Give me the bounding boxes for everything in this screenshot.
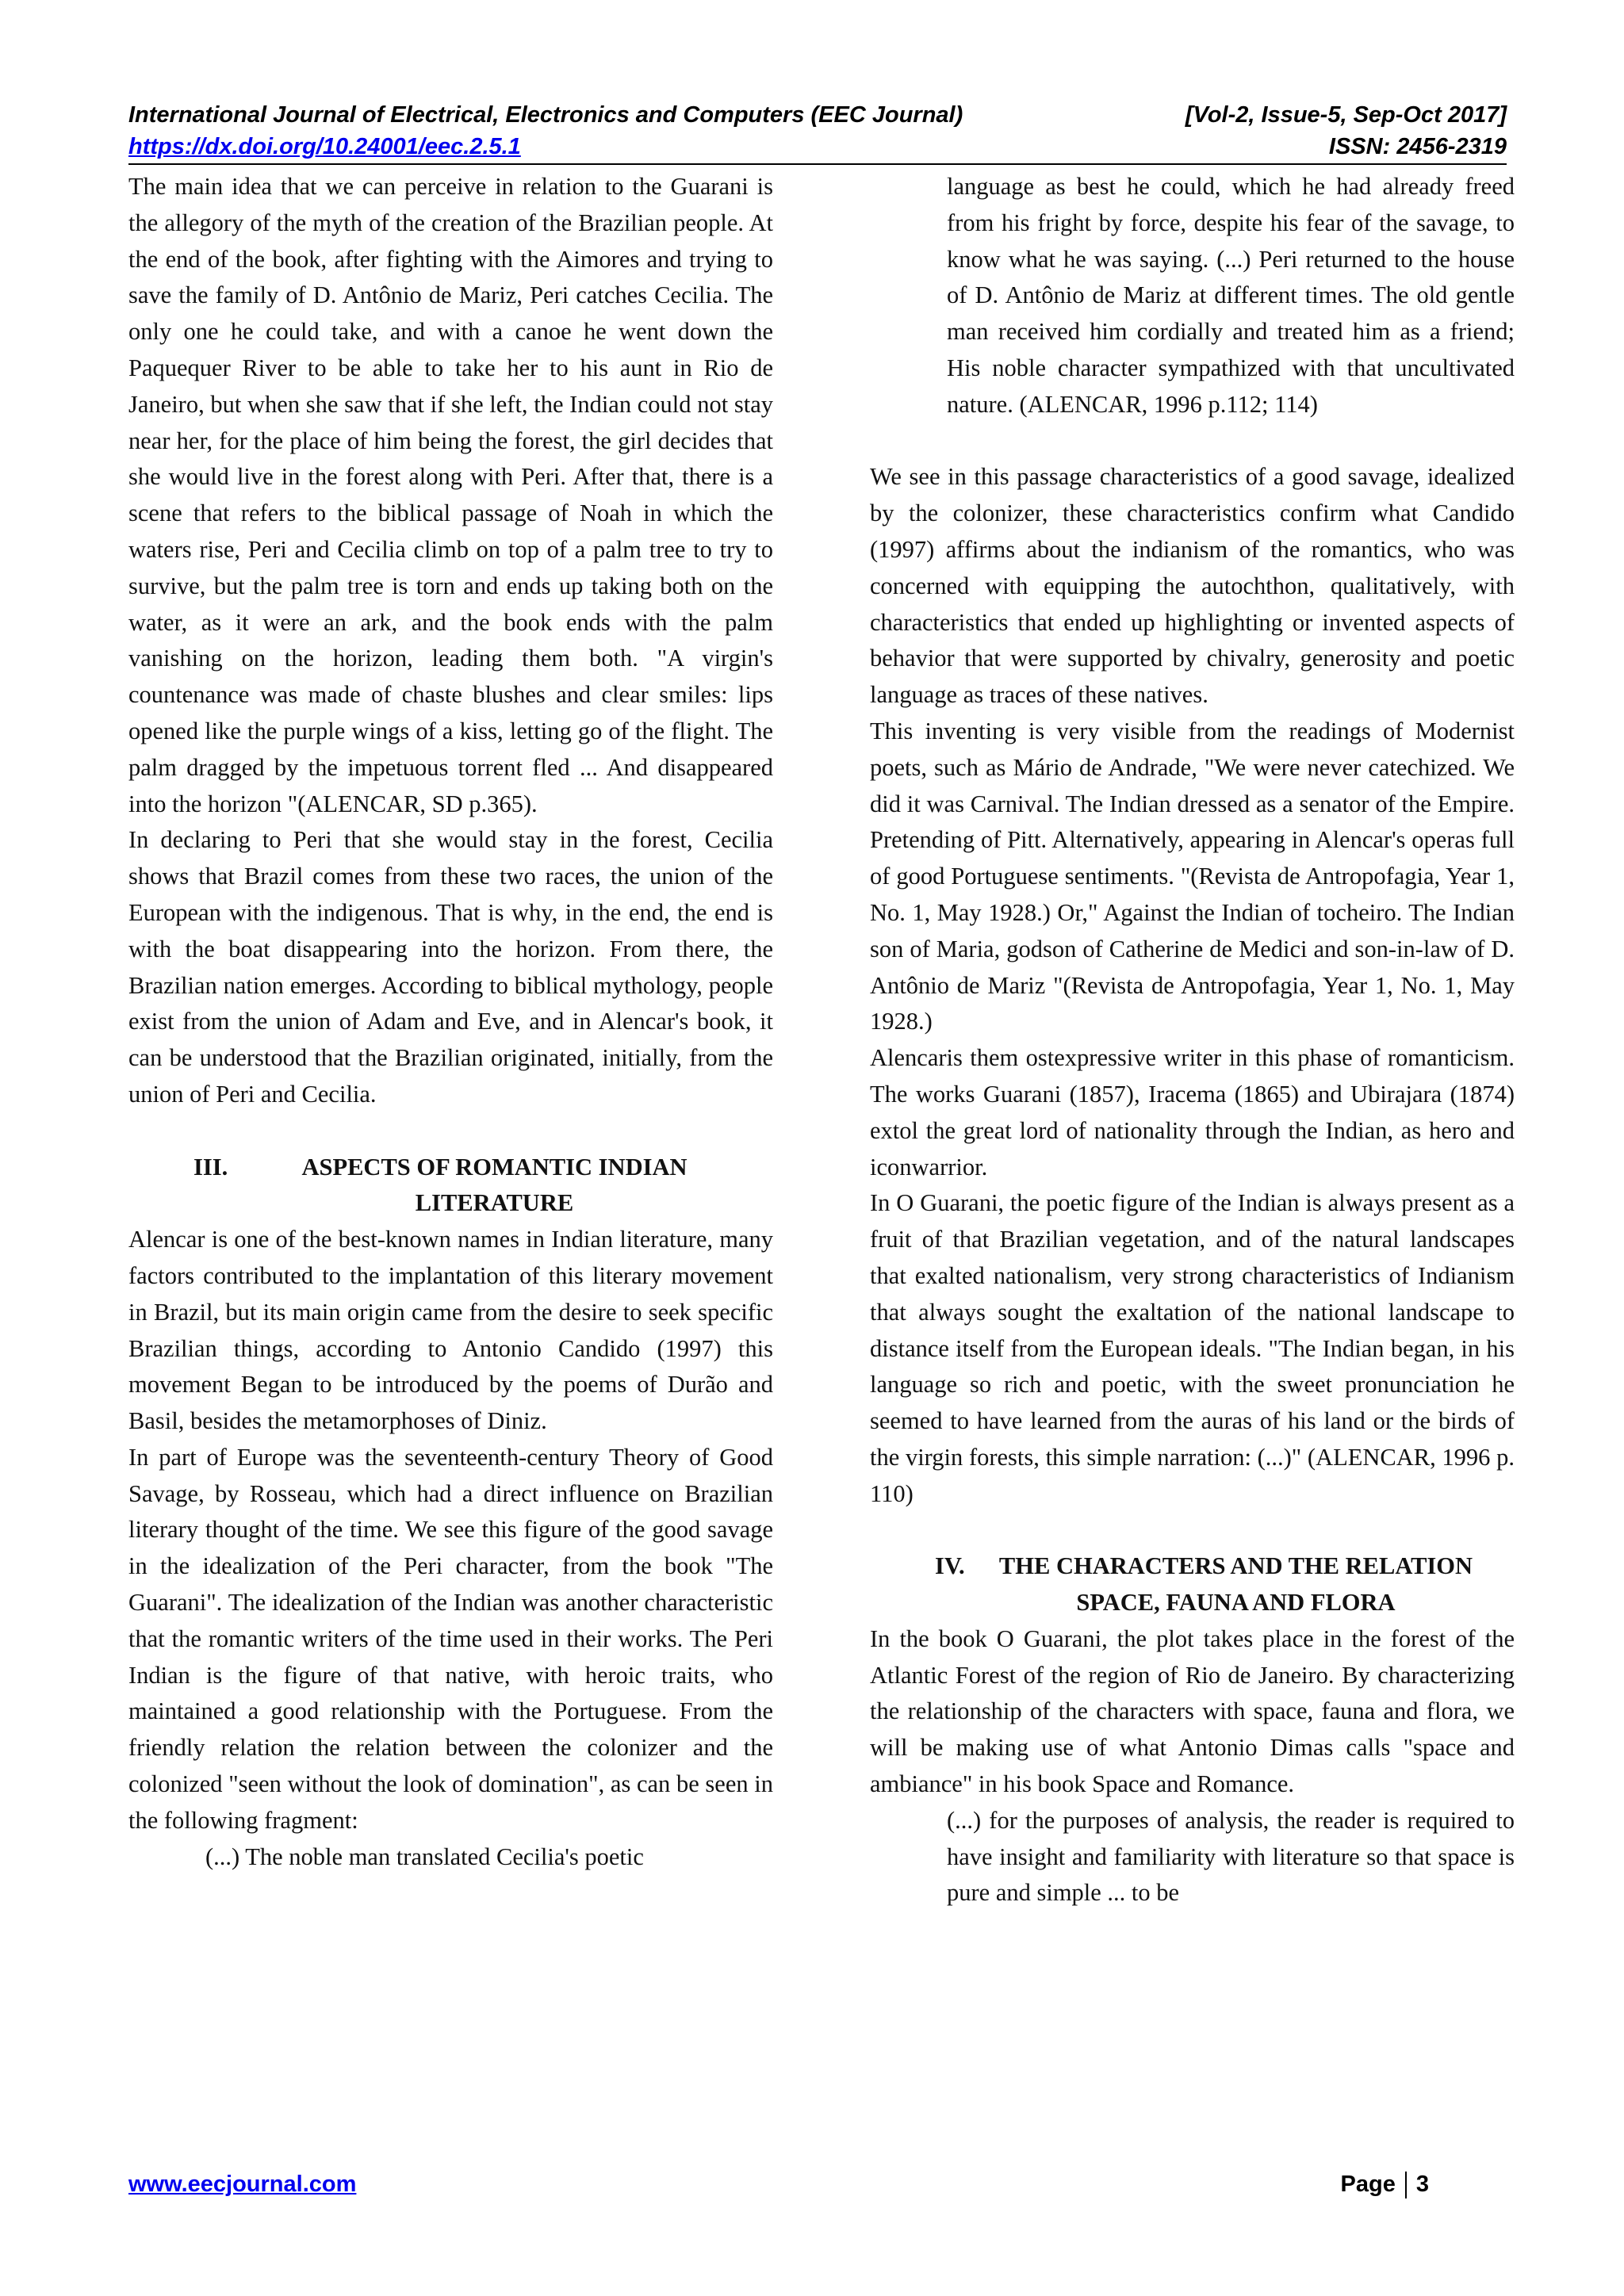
paragraph: In O Guarani, the poetic figure of the Indian is always present as a fruit of that Brazilian vegetation, and of the natural landscapes that exalted nationalism, very strong characteristics of Indianism that always sought the exaltation of the national landscape to distance itself from the European ideals. "The Indian began, in his language so rich and poetic, with the sweet pronunciation he seemed to have learned from the auras of his land or the birds of the virgin forests, this simple narration: (...)" (ALENCAR, 1996 p. 110) (870, 1189, 1515, 1507)
paragraph: The main idea that we can perceive in relation to the Guarani is the allegory of the myth of the creation of the Brazilian people. At the end of the book, after fighting with the Aimores and trying to save the family of D. Antônio de Mariz, Peri catches Cecilia. The only one he could take, and with a canoe he went down the Paquequer River to be able to take her to his aunt in Rio de Janeiro, but when she saw that if she left, the Indian could not stay near her, for the place of him being the forest, the girl decides that she would live in the forest along with Peri. After that, there is a scene that refers to the biblical passage of Noah in which the waters rise, Peri and Cecilia climb on top of a palm tree to try to survive, but the palm tree is torn and ends up taking both on the water, as it were an ark, and the book ends with the palm vanishing on the horizon, leading them both. "A virgin's countenance was made of chaste blushes and clear smiles: lips opened like the purple wings of a kiss, letting go of the flight. The palm dragged by the impetuous torrent fled ... And disappeared into the horizon "(ALENCAR, SD p.365). (128, 173, 773, 817)
block-quote: language as best he could, which he had already freed from his fright by force, despite his fear of the savage, to know what he was saying. (...) Peri returned to the house of D. Antônio de Mariz at different times. The old gentle man received him cordially and treated him as a friend; His noble character sympathized with that uncultivated nature. (ALENCAR, 1996 p.112; 114) (947, 173, 1515, 418)
paragraph: We see in this passage characteristics of a good savage, idealized by the colonizer, these characteristics confirm what Candido (1997) affirms about the indianism of the romantics, who was concerned with equipping the autochthon, qualitatively, with characteristics that ended up highlighting or invented aspects of behavior that were supported by chivalry, generosity and poetic language as traces of these natives. (870, 463, 1515, 709)
right-column (870, 169, 1515, 1911)
page-label: Page (1340, 2172, 1396, 2197)
paragraph: Alencar is one of the best-known names in Indian literature, many factors contributed to the implantation of this literary movement in Brazil, but its main origin came from the desire to seek specific Brazilian things, according to Antonio Candido (1997) this movement Began to be introduced by the poems of Durão and Basil, besides the metamorphoses of Diniz. (128, 1226, 773, 1435)
section-title: THE CHARACTERS AND THE RELATION SPACE, FAUNA AND FLORA (998, 1552, 1473, 1617)
journal-title: International Journal of Electrical, Electronics and Computers (EEC Journal) (128, 102, 963, 128)
spacer (128, 1113, 773, 1150)
paragraph: This inventing is very visible from the readings of Modernist poets, such as Mário de Andrade, "We were never catechized. We did it was Carnival. The Indian dressed as a senator of the Empire. Pretending of Pitt. Alternatively, appearing in Alencar's operas full of good Portuguese sentiments. "(Revista de Antropofagia, Year 1, No. 1, May 1928.) Or," Against the Indian of tocheiro. The Indian son of Maria, godson of Catherine de Medici and son-in-law of D. Antônio de Mariz "(Revista de Antropofagia, Year 1, No. 1, May 1928.) (870, 717, 1515, 1035)
paragraph: In the book O Guarani, the plot takes place in the forest of the Atlantic Forest of the region of Rio de Janeiro. By characterizing the relationship of the characters with space, fauna and flora, we will be making use of what Antonio Dimas calls "space and ambiance" in his book Space and Romance. (870, 1624, 1515, 1798)
page-footer (128, 2169, 1429, 2199)
paragraph: In declaring to Peri that she would stay in the forest, Cecilia shows that Brazil comes from these two races, the union of the European with the indigenous. That is why, in the end, the end is with the boat disappearing into the horizon. From there, the Brazilian nation emerges. According to biblical mythology, people exist from the union of Adam and Eve, and in Alencar's book, it can be understood that the Brazilian originated, initially, from the union of Peri and Cecilia. (128, 826, 773, 1108)
website-link[interactable]: www.eecjournal.com (128, 2172, 357, 2197)
left-column (128, 169, 773, 1875)
section-heading (128, 1150, 773, 1223)
section-number: IV. (935, 1552, 965, 1580)
spacer (870, 423, 1515, 460)
running-header (128, 100, 1507, 130)
section-number: III. (193, 1153, 228, 1181)
section-title: ASPECTS OF ROMANTIC INDIAN LITERATURE (301, 1153, 688, 1217)
running-header-line-2 (128, 132, 1507, 165)
issue-info: [Vol-2, Issue-5, Sep-Oct 2017] (1185, 102, 1507, 128)
section-heading (870, 1548, 1515, 1621)
issn: ISSN: 2456-2319 (1328, 134, 1507, 159)
spacer (870, 1512, 1515, 1548)
paragraph: Alencaris them ostexpressive writer in this phase of romanticism. The works Guarani (1857), Iracema (1865) and Ubirajara (1874) extol the great lord of nationality through the Indian, as hero and iconwarrior. (870, 1044, 1515, 1181)
doi-link[interactable]: https://dx.doi.org/10.24001/eec.2.5.1 (128, 134, 521, 159)
page-indicator (1341, 2169, 1429, 2199)
page-separator (1405, 2172, 1407, 2198)
block-quote: (...) for the purposes of analysis, the reader is required to have insight and familiarity with literature so that space is pure and simple ... to be (947, 1806, 1515, 1907)
block-quote: (...) The noble man translated Cecilia's poetic (205, 1843, 644, 1870)
page-number: 3 (1415, 2172, 1429, 2197)
paragraph: In part of Europe was the seventeenth-century Theory of Good Savage, by Rosseau, which had a direct influence on Brazilian literary thought of the time. We see this figure of the good savage in the idealization of the Peri character, from the book "The Guarani". The idealization of the Indian was another characteristic that the romantic writers of the time used in their works. The Peri Indian is the figure of that native, with heroic traits, who maintained a good relationship with the Portuguese. From the friendly relation the relation between the colonizer and the colonized "seen without the look of domination", as can be seen in the following fragment: (128, 1443, 773, 1834)
